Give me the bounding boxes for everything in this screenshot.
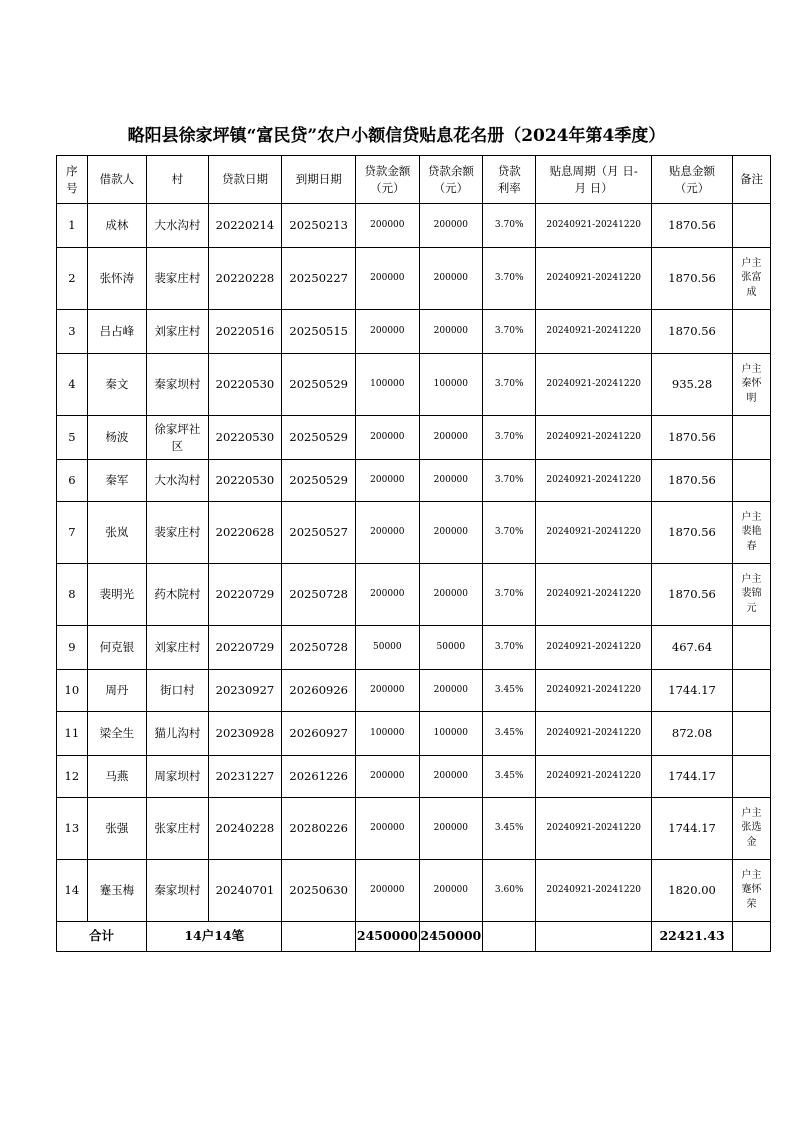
seq-cell: 9 xyxy=(57,626,88,670)
header-seq: 序号 xyxy=(57,156,88,204)
borrower-cell: 杨波 xyxy=(87,416,146,460)
village-cell: 大水沟村 xyxy=(147,460,208,502)
loan-date-cell: 20220530 xyxy=(208,354,282,416)
loan-balance-cell: 100000 xyxy=(419,712,483,756)
borrower-cell: 裴明光 xyxy=(87,564,146,626)
seq-cell: 10 xyxy=(57,670,88,712)
loan-date-cell: 20220729 xyxy=(208,626,282,670)
village-cell: 大水沟村 xyxy=(147,204,208,248)
rate-cell: 3.70% xyxy=(483,310,536,354)
subsidy-cell: 467.64 xyxy=(652,626,733,670)
due-date-cell: 20280226 xyxy=(282,798,356,860)
loan-date-cell: 20240228 xyxy=(208,798,282,860)
subsidy-cell: 1820.00 xyxy=(652,860,733,922)
due-date-cell: 20250529 xyxy=(282,354,356,416)
rate-cell: 3.70% xyxy=(483,460,536,502)
village-cell: 裴家庄村 xyxy=(147,248,208,310)
loan-balance-cell: 200000 xyxy=(419,798,483,860)
loan-date-cell: 20220530 xyxy=(208,416,282,460)
seq-cell: 12 xyxy=(57,756,88,798)
seq-cell: 1 xyxy=(57,204,88,248)
remark-cell xyxy=(733,416,771,460)
rate-cell: 3.70% xyxy=(483,416,536,460)
due-date-cell: 20250515 xyxy=(282,310,356,354)
table-row xyxy=(57,670,771,712)
loan-amount-cell: 200000 xyxy=(356,798,420,860)
loan-date-cell: 20231227 xyxy=(208,756,282,798)
table-row xyxy=(57,798,771,860)
due-date-cell: 20250728 xyxy=(282,626,356,670)
loan-balance-cell: 200000 xyxy=(419,670,483,712)
remark-cell xyxy=(733,756,771,798)
borrower-cell: 张岚 xyxy=(87,502,146,564)
total-empty-cell xyxy=(733,922,771,952)
rate-cell: 3.70% xyxy=(483,502,536,564)
village-cell: 张家庄村 xyxy=(147,798,208,860)
period-cell: 20240921-20241220 xyxy=(536,860,652,922)
period-cell: 20240921-20241220 xyxy=(536,756,652,798)
due-date-cell: 20250529 xyxy=(282,460,356,502)
borrower-cell: 马燕 xyxy=(87,756,146,798)
village-cell: 秦家坝村 xyxy=(147,354,208,416)
period-cell: 20240921-20241220 xyxy=(536,354,652,416)
total-loan-amount: 2450000 xyxy=(356,922,420,952)
loan-balance-cell: 50000 xyxy=(419,626,483,670)
loan-balance-cell: 200000 xyxy=(419,248,483,310)
loan-amount-cell: 200000 xyxy=(356,310,420,354)
rate-cell: 3.45% xyxy=(483,670,536,712)
subsidy-cell: 1870.56 xyxy=(652,564,733,626)
header-remark: 备注 xyxy=(733,156,771,204)
header-loan-amount: 贷款金额（元） xyxy=(356,156,420,204)
subsidy-cell: 1744.17 xyxy=(652,798,733,860)
rate-cell: 3.70% xyxy=(483,204,536,248)
header-rate: 贷款利率 xyxy=(483,156,536,204)
remark-cell: 户主裴艳春 xyxy=(733,502,771,564)
subsidy-roster-table xyxy=(56,155,771,952)
table-row xyxy=(57,564,771,626)
header-village: 村 xyxy=(147,156,208,204)
loan-date-cell: 20220530 xyxy=(208,460,282,502)
village-cell: 裴家庄村 xyxy=(147,502,208,564)
loan-amount-cell: 200000 xyxy=(356,564,420,626)
seq-cell: 5 xyxy=(57,416,88,460)
rate-cell: 3.70% xyxy=(483,248,536,310)
village-cell: 街口村 xyxy=(147,670,208,712)
remark-cell xyxy=(733,310,771,354)
village-cell: 刘家庄村 xyxy=(147,626,208,670)
remark-cell xyxy=(733,460,771,502)
total-count: 14户14笔 xyxy=(147,922,282,952)
total-loan-balance: 2450000 xyxy=(419,922,483,952)
loan-date-cell: 20220214 xyxy=(208,204,282,248)
document-title: 略阳县徐家坪镇“富民贷”农户小额信贷贴息花名册（2024年第4季度） xyxy=(127,126,666,146)
seq-cell: 2 xyxy=(57,248,88,310)
loan-date-cell: 20220729 xyxy=(208,564,282,626)
loan-balance-cell: 200000 xyxy=(419,756,483,798)
rate-cell: 3.60% xyxy=(483,860,536,922)
due-date-cell: 20250529 xyxy=(282,416,356,460)
seq-cell: 6 xyxy=(57,460,88,502)
period-cell: 20240921-20241220 xyxy=(536,416,652,460)
table-row xyxy=(57,248,771,310)
remark-cell xyxy=(733,204,771,248)
table-row xyxy=(57,204,771,248)
borrower-cell: 吕占峰 xyxy=(87,310,146,354)
remark-cell: 户主裴锦元 xyxy=(733,564,771,626)
village-cell: 猫儿沟村 xyxy=(147,712,208,756)
rate-cell: 3.70% xyxy=(483,626,536,670)
loan-balance-cell: 200000 xyxy=(419,310,483,354)
borrower-cell: 张怀涛 xyxy=(87,248,146,310)
borrower-cell: 何克银 xyxy=(87,626,146,670)
header-loan-balance: 贷款余额（元） xyxy=(419,156,483,204)
table-row xyxy=(57,502,771,564)
borrower-cell: 梁全生 xyxy=(87,712,146,756)
table-row xyxy=(57,354,771,416)
period-cell: 20240921-20241220 xyxy=(536,460,652,502)
borrower-cell: 周丹 xyxy=(87,670,146,712)
table-row xyxy=(57,460,771,502)
loan-balance-cell: 200000 xyxy=(419,502,483,564)
subsidy-cell: 872.08 xyxy=(652,712,733,756)
village-cell: 周家坝村 xyxy=(147,756,208,798)
loan-amount-cell: 200000 xyxy=(356,756,420,798)
due-date-cell: 20250630 xyxy=(282,860,356,922)
remark-cell: 户主张选金 xyxy=(733,798,771,860)
rate-cell: 3.45% xyxy=(483,798,536,860)
loan-balance-cell: 200000 xyxy=(419,416,483,460)
rate-cell: 3.45% xyxy=(483,756,536,798)
period-cell: 20240921-20241220 xyxy=(536,626,652,670)
total-subsidy: 22421.43 xyxy=(652,922,733,952)
due-date-cell: 20250728 xyxy=(282,564,356,626)
village-cell: 徐家坪社区 xyxy=(147,416,208,460)
due-date-cell: 20261226 xyxy=(282,756,356,798)
loan-balance-cell: 200000 xyxy=(419,860,483,922)
table-row xyxy=(57,756,771,798)
village-cell: 药木院村 xyxy=(147,564,208,626)
seq-cell: 11 xyxy=(57,712,88,756)
subsidy-cell: 935.28 xyxy=(652,354,733,416)
loan-amount-cell: 200000 xyxy=(356,416,420,460)
loan-amount-cell: 200000 xyxy=(356,248,420,310)
table-row xyxy=(57,860,771,922)
due-date-cell: 20260926 xyxy=(282,670,356,712)
loan-amount-cell: 200000 xyxy=(356,860,420,922)
borrower-cell: 成林 xyxy=(87,204,146,248)
loan-date-cell: 20240701 xyxy=(208,860,282,922)
remark-cell xyxy=(733,712,771,756)
total-empty-cell xyxy=(483,922,536,952)
period-cell: 20240921-20241220 xyxy=(536,248,652,310)
table-row xyxy=(57,310,771,354)
loan-amount-cell: 200000 xyxy=(356,204,420,248)
seq-cell: 8 xyxy=(57,564,88,626)
village-cell: 刘家庄村 xyxy=(147,310,208,354)
loan-date-cell: 20230928 xyxy=(208,712,282,756)
remark-cell xyxy=(733,670,771,712)
header-row xyxy=(57,156,771,204)
loan-amount-cell: 50000 xyxy=(356,626,420,670)
due-date-cell: 20260927 xyxy=(282,712,356,756)
seq-cell: 3 xyxy=(57,310,88,354)
remark-cell xyxy=(733,626,771,670)
header-due-date: 到期日期 xyxy=(282,156,356,204)
loan-amount-cell: 100000 xyxy=(356,712,420,756)
subsidy-cell: 1870.56 xyxy=(652,248,733,310)
remark-cell: 户主张富成 xyxy=(733,248,771,310)
borrower-cell: 蹇玉梅 xyxy=(87,860,146,922)
borrower-cell: 秦军 xyxy=(87,460,146,502)
header-subsidy: 贴息金额（元） xyxy=(652,156,733,204)
borrower-cell: 张强 xyxy=(87,798,146,860)
period-cell: 20240921-20241220 xyxy=(536,204,652,248)
period-cell: 20240921-20241220 xyxy=(536,310,652,354)
loan-amount-cell: 200000 xyxy=(356,502,420,564)
remark-cell: 户主秦怀明 xyxy=(733,354,771,416)
due-date-cell: 20250213 xyxy=(282,204,356,248)
period-cell: 20240921-20241220 xyxy=(536,798,652,860)
header-borrower: 借款人 xyxy=(87,156,146,204)
total-empty-cell xyxy=(282,922,356,952)
subsidy-cell: 1870.56 xyxy=(652,310,733,354)
period-cell: 20240921-20241220 xyxy=(536,564,652,626)
due-date-cell: 20250527 xyxy=(282,502,356,564)
subsidy-cell: 1870.56 xyxy=(652,502,733,564)
header-loan-date: 贷款日期 xyxy=(208,156,282,204)
subsidy-cell: 1870.56 xyxy=(652,204,733,248)
loan-amount-cell: 200000 xyxy=(356,460,420,502)
total-empty-cell xyxy=(536,922,652,952)
loan-balance-cell: 200000 xyxy=(419,460,483,502)
remark-cell: 户主蹇怀荣 xyxy=(733,860,771,922)
subsidy-cell: 1744.17 xyxy=(652,670,733,712)
header-period: 贴息周期（月 日-月 日） xyxy=(536,156,652,204)
loan-balance-cell: 200000 xyxy=(419,564,483,626)
loan-balance-cell: 200000 xyxy=(419,204,483,248)
loan-amount-cell: 200000 xyxy=(356,670,420,712)
rate-cell: 3.70% xyxy=(483,354,536,416)
table-row xyxy=(57,712,771,756)
seq-cell: 14 xyxy=(57,860,88,922)
rate-cell: 3.45% xyxy=(483,712,536,756)
loan-date-cell: 20220516 xyxy=(208,310,282,354)
borrower-cell: 秦文 xyxy=(87,354,146,416)
village-cell: 秦家坝村 xyxy=(147,860,208,922)
rate-cell: 3.70% xyxy=(483,564,536,626)
loan-date-cell: 20230927 xyxy=(208,670,282,712)
table-row xyxy=(57,626,771,670)
seq-cell: 13 xyxy=(57,798,88,860)
total-row xyxy=(57,922,771,952)
period-cell: 20240921-20241220 xyxy=(536,502,652,564)
loan-amount-cell: 100000 xyxy=(356,354,420,416)
due-date-cell: 20250227 xyxy=(282,248,356,310)
loan-balance-cell: 100000 xyxy=(419,354,483,416)
seq-cell: 7 xyxy=(57,502,88,564)
seq-cell: 4 xyxy=(57,354,88,416)
subsidy-cell: 1744.17 xyxy=(652,756,733,798)
subsidy-cell: 1870.56 xyxy=(652,460,733,502)
period-cell: 20240921-20241220 xyxy=(536,670,652,712)
table-row xyxy=(57,416,771,460)
total-label: 合计 xyxy=(57,922,147,952)
period-cell: 20240921-20241220 xyxy=(536,712,652,756)
loan-date-cell: 20220628 xyxy=(208,502,282,564)
loan-date-cell: 20220228 xyxy=(208,248,282,310)
subsidy-cell: 1870.56 xyxy=(652,416,733,460)
